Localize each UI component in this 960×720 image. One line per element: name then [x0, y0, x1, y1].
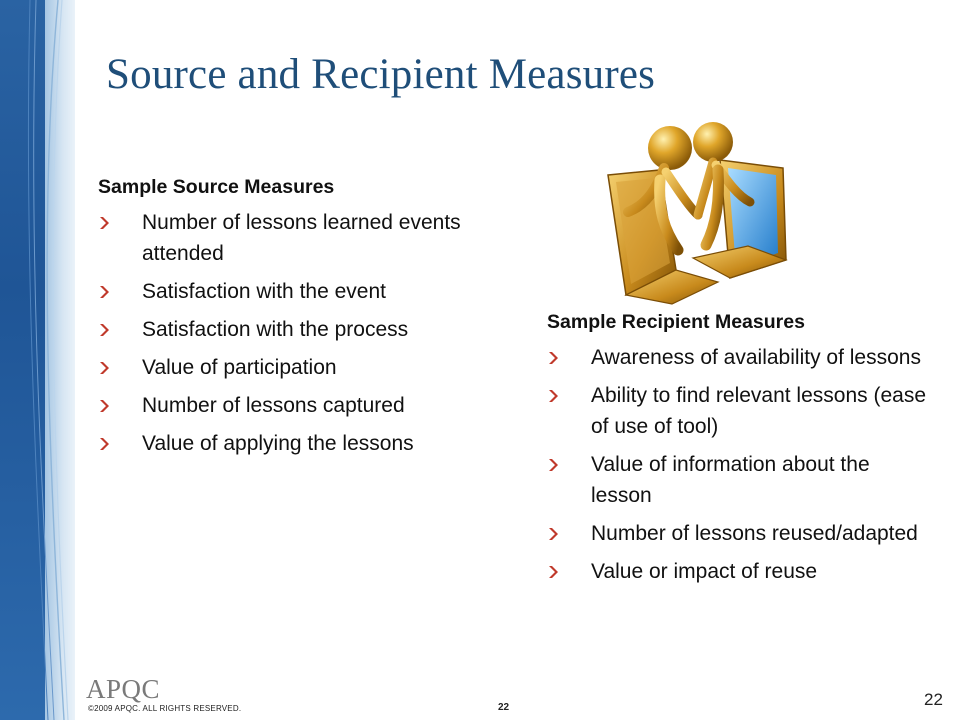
arrow-bullet-icon	[98, 285, 112, 299]
page-title: Source and Recipient Measures	[106, 51, 656, 98]
source-measures-heading: Sample Source Measures	[98, 176, 335, 198]
copyright-text: ©2009 APQC. ALL RIGHTS RESERVED.	[88, 704, 242, 713]
list-item-text: Number of lessons captured	[142, 394, 405, 417]
arrow-bullet-icon	[98, 437, 112, 451]
arrow-bullet-icon	[98, 323, 112, 337]
arrow-bullet-icon	[98, 399, 112, 413]
left-decorative-band	[0, 0, 75, 720]
list-item-text: Value or impact of reuse	[591, 560, 818, 583]
list-item	[547, 556, 927, 587]
list-item	[98, 352, 498, 383]
logo-text: APQC	[86, 674, 161, 704]
list-item	[547, 518, 927, 549]
list-item-text: Value of participation	[142, 356, 337, 379]
page-number-right: 22	[924, 690, 943, 709]
arrow-bullet-icon	[547, 565, 561, 579]
arrow-bullet-icon	[98, 361, 112, 375]
list-item	[547, 342, 927, 373]
list-item-text: Satisfaction with the process	[142, 318, 409, 341]
arrow-bullet-icon	[98, 216, 112, 230]
list-item	[547, 449, 927, 511]
list-item	[98, 428, 498, 459]
arrow-bullet-icon	[547, 527, 561, 541]
source-measures-list	[98, 207, 498, 459]
list-item-text: Awareness of availability of lessons	[591, 346, 921, 369]
recipient-measures-list	[547, 342, 927, 587]
list-item	[98, 276, 498, 307]
list-item	[547, 380, 927, 442]
figures-with-laptops-icon	[598, 120, 798, 305]
recipient-measures-heading: Sample Recipient Measures	[547, 311, 805, 333]
list-item	[98, 207, 498, 269]
recipient-measures-section	[547, 311, 927, 594]
band-curves-decoration	[0, 0, 75, 720]
arrow-bullet-icon	[547, 389, 561, 403]
list-item-text: Value of applying the lessons	[142, 432, 414, 455]
page-number-center: 22	[498, 702, 510, 713]
list-item-text: Number of lessons learned events attended	[142, 211, 461, 265]
arrow-bullet-icon	[547, 351, 561, 365]
list-item	[98, 390, 498, 421]
list-item-text: Satisfaction with the event	[142, 280, 386, 303]
arrow-bullet-icon	[547, 458, 561, 472]
apqc-logo	[86, 674, 160, 705]
source-measures-section	[98, 176, 498, 466]
list-item	[98, 314, 498, 345]
list-item-text: Ability to find relevant lessons (ease of use of tool)	[591, 384, 927, 438]
list-item-text: Value of information about the lesson	[591, 453, 870, 507]
list-item-text: Number of lessons reused/adapted	[591, 522, 918, 545]
